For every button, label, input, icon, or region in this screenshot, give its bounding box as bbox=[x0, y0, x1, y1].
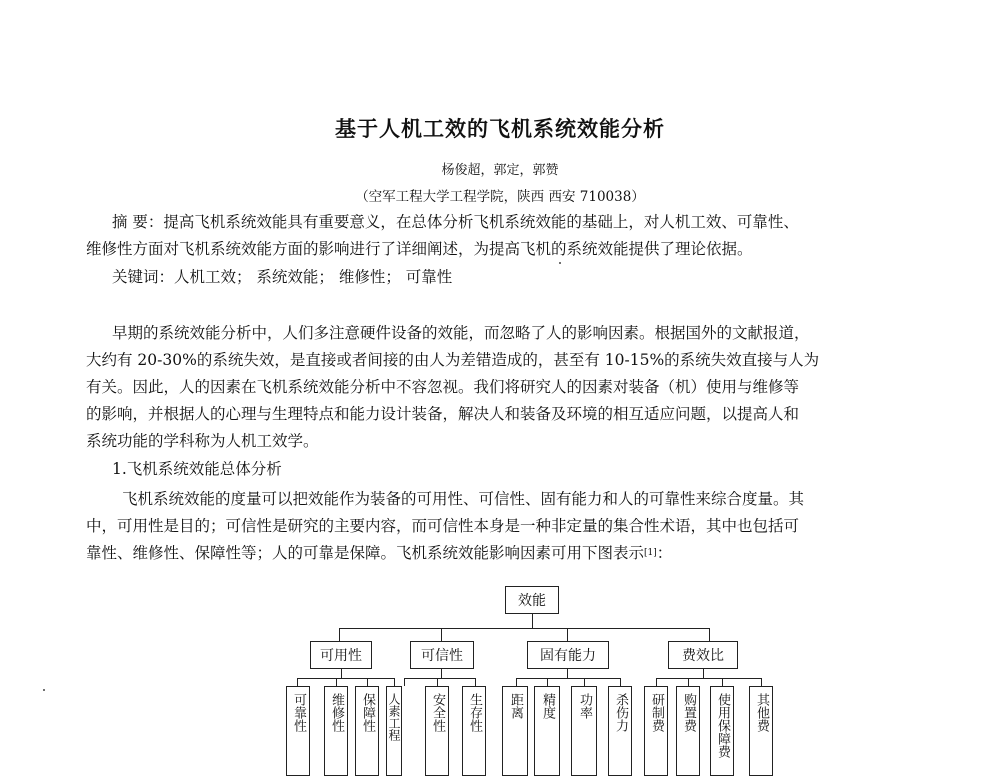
body-line: 的影响，并根据人的心理与生理特点和能力设计装备，解决人和装备及环境的相互适应问题，以提高人和 bbox=[86, 405, 800, 423]
connector bbox=[404, 678, 405, 686]
connector bbox=[761, 678, 762, 686]
body-line: 有关。因此，人的因素在飞机系统效能分析中不容忽视。我们将研究人的因素对装备（机）使用与维修等 bbox=[86, 378, 800, 396]
diagram-leaf-box: 维修性 bbox=[324, 686, 348, 776]
connector bbox=[404, 678, 475, 679]
diagram-leaf-box: 其他费 bbox=[749, 686, 773, 776]
connector bbox=[341, 669, 342, 678]
scan-speck bbox=[43, 689, 45, 691]
diagram-leaf-box: 可靠性 bbox=[286, 686, 310, 776]
connector bbox=[394, 678, 395, 686]
diagram-root-box: 效能 bbox=[505, 586, 559, 614]
connector bbox=[709, 628, 710, 641]
connector bbox=[703, 669, 704, 678]
connector bbox=[516, 678, 620, 679]
connector bbox=[688, 678, 689, 686]
connector bbox=[297, 678, 298, 686]
connector bbox=[475, 678, 476, 686]
diagram-leaf-box: 购置费 bbox=[676, 686, 700, 776]
body-line: 中，可用性是目的；可信性是研究的主要内容，而可信性本身是一种非定量的集合性术语，其中也包括可 bbox=[86, 517, 800, 535]
connector bbox=[516, 678, 517, 686]
connector bbox=[567, 628, 568, 641]
diagram-level1-box: 可信性 bbox=[410, 641, 474, 669]
body-line: 系统功能的学科称为人机工效学。 bbox=[86, 432, 319, 450]
affiliation: （空军工程大学工程学院，陕西 西安 710038） bbox=[355, 189, 645, 205]
diagram-leaf-box: 功率 bbox=[571, 686, 597, 776]
punct: ： bbox=[656, 544, 673, 562]
connector bbox=[437, 678, 438, 686]
diagram-level1-box: 费效比 bbox=[668, 641, 738, 669]
connector bbox=[584, 678, 585, 686]
body-line: 早期的系统效能分析中，人们多注意硬件设备的效能，而忽略了人的影响因素。根据国外的文献报道， bbox=[112, 324, 810, 342]
diagram-leaf-box: 生存性 bbox=[462, 686, 486, 776]
connector bbox=[656, 678, 761, 679]
diagram-level1-box: 固有能力 bbox=[527, 641, 609, 669]
authors: 杨俊超，郭定，郭赞 bbox=[441, 163, 559, 178]
connector bbox=[722, 678, 723, 686]
connector bbox=[567, 669, 568, 678]
scan-speck bbox=[559, 262, 561, 264]
diagram-leaf-box: 距离 bbox=[502, 686, 528, 776]
body-line: 飞机系统效能的度量可以把效能作为装备的可用性、可信性、固有能力和人的可靠性来综合度量。其 bbox=[122, 490, 805, 508]
connector bbox=[339, 628, 340, 641]
diagram-leaf-box: 保障性 bbox=[355, 686, 379, 776]
body-line bbox=[86, 542, 931, 564]
section-heading: 1.飞机系统效能总体分析 bbox=[112, 460, 282, 478]
connector bbox=[532, 614, 533, 628]
paper-title: 基于人机工效的飞机系统效能分析 bbox=[335, 117, 665, 141]
diagram-leaf-box: 研制费 bbox=[644, 686, 668, 776]
connector bbox=[367, 678, 368, 686]
diagram-leaf-box: 人素工程 bbox=[386, 686, 402, 776]
diagram-leaf-box: 杀伤力 bbox=[608, 686, 632, 776]
connector bbox=[339, 628, 710, 629]
body-line: 大约有 20-30%的系统失效，是直接或者间接的由人为差错造成的，甚至有 10-15%的系统失效直接与人为 bbox=[86, 351, 820, 369]
connector bbox=[441, 669, 442, 678]
diagram-leaf-box: 使用保障费 bbox=[710, 686, 734, 776]
diagram-leaf-box: 安全性 bbox=[425, 686, 449, 776]
body-text: 靠性、维修性、保障性等；人的可靠是保障。飞机系统效能影响因素可用下图表示 bbox=[86, 544, 645, 562]
abstract-line: 维修性方面对飞机系统效能方面的影响进行了详细阐述，为提高飞机的系统效能提供了理论依据。 bbox=[86, 240, 753, 258]
diagram-level1-box: 可用性 bbox=[310, 641, 372, 669]
connector bbox=[441, 628, 442, 641]
diagram-leaf-box: 精度 bbox=[534, 686, 560, 776]
connector bbox=[336, 678, 337, 686]
connector bbox=[656, 678, 657, 686]
abstract-line: 摘 要：提高飞机系统效能具有重要意义，在总体分析飞机系统效能的基础上，对人机工效、可靠性、 bbox=[112, 213, 799, 231]
citation: [1] bbox=[644, 548, 657, 558]
keywords: 关键词：人机工效； 系统效能； 维修性； 可靠性 bbox=[112, 268, 453, 286]
connector bbox=[297, 678, 394, 679]
connector bbox=[547, 678, 548, 686]
connector bbox=[620, 678, 621, 686]
